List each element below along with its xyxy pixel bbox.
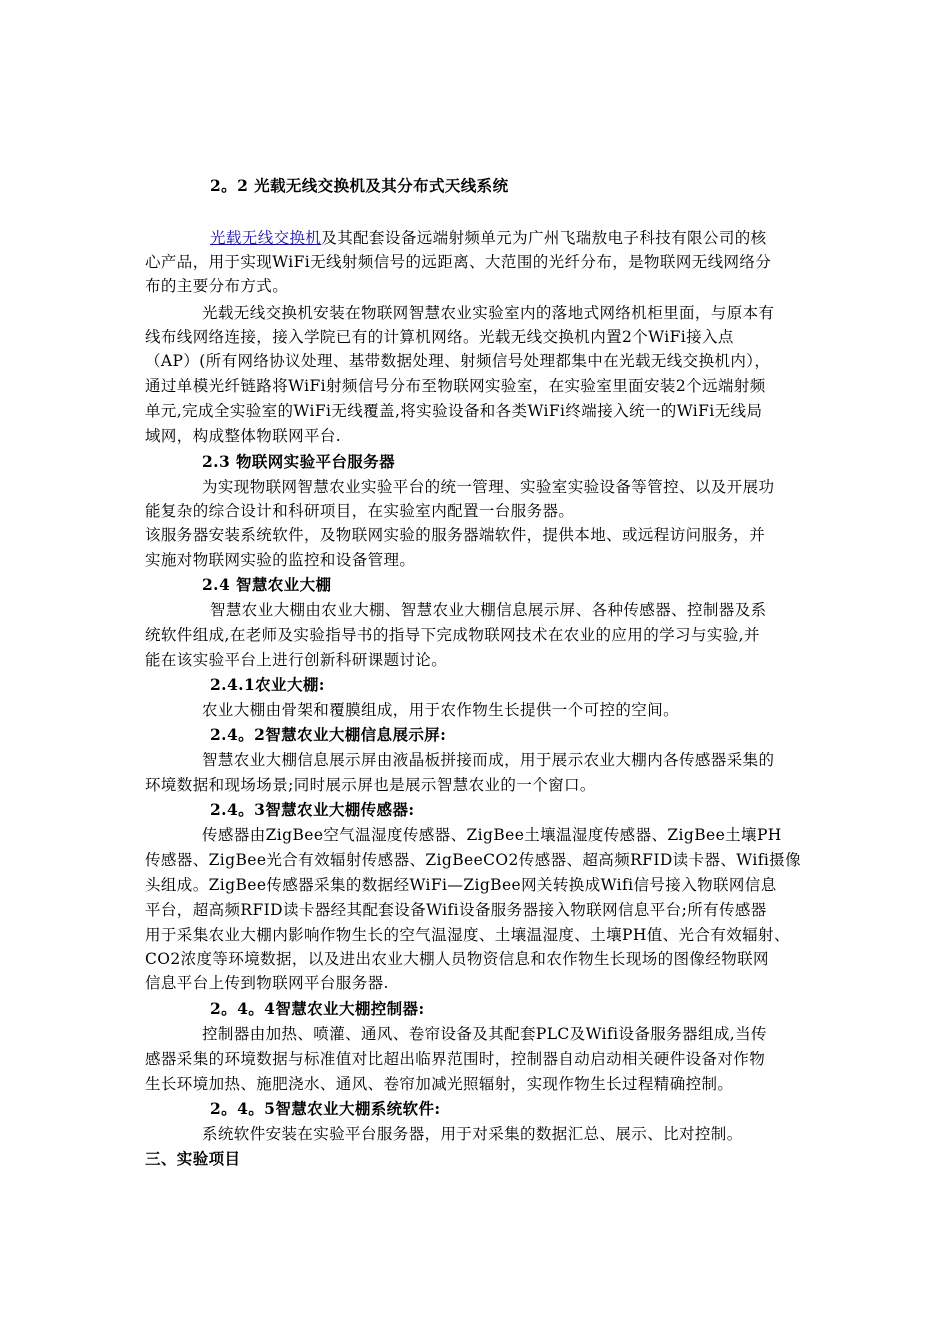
section-2-2-heading: 2。2 光载无线交换机及其分布式天线系统 xyxy=(210,176,509,195)
section-2-3-p1-line-1: 为实现物联网智慧农业实验平台的统一管理、实验室实验设备等管控、以及开展功 xyxy=(202,478,775,496)
section-2-4-5-line-1: 系统软件安装在实验平台服务器，用于对采集的数据汇总、展示、比对控制。 xyxy=(202,1125,743,1143)
section-2-4-3-line-4: 平台，超高频RFID读卡器经其配套设备Wifi设备服务器接入物联网信息平台;所有传感器 xyxy=(145,901,767,919)
section-2-4-3-line-3: 头组成。ZigBee传感器采集的数据经WiFi—ZigBee网关转换成Wifi信号接入物联网信息 xyxy=(145,876,777,894)
section-2-2-p2-line-4: 通过单模光纤链路将WiFi射频信号分布至物联网实验室，在实验室里面安装2个远端射频 xyxy=(145,377,766,395)
optical-wireless-switch-link[interactable]: 光载无线交换机 xyxy=(210,229,322,247)
section-2-4-4-line-2: 感器采集的环境数据与标准值对比超出临界范围时，控制器自动启动相关硬件设备对作物 xyxy=(145,1050,766,1068)
section-2-4-p1-line-3: 能在该实验平台上进行创新科研课题讨论。 xyxy=(145,651,448,669)
section-2-3-heading: 2.3 物联网实验平台服务器 xyxy=(202,452,395,471)
section-2-2-p2-line-1: 光载无线交换机安装在物联网智慧农业实验室内的落地式网络机柜里面，与原本有 xyxy=(202,304,775,322)
section-2-4-p1-line-1: 智慧农业大棚由农业大棚、智慧农业大棚信息展示屏、各种传感器、控制器及系 xyxy=(210,601,767,619)
section-2-4-heading: 2.4 智慧农业大棚 xyxy=(202,575,332,594)
section-2-3-p1-line-2: 能复杂的综合设计和科研项目，在实验室内配置一台服务器。 xyxy=(145,502,575,520)
section-2-2-p2-line-2: 线布线网络连接，接入学院已有的计算机网络。光载无线交换机内置2个WiFi接入点 xyxy=(145,328,734,346)
section-2-4-3-heading: 2.4。3智慧农业大棚传感器: xyxy=(210,800,415,819)
section-2-4-3-line-2: 传感器、ZigBee光合有效辐射传感器、ZigBeeCO2传感器、超高频RFID读卡器、Wifi摄像 xyxy=(145,851,801,869)
section-2-2-p1-line-1-text: 及其配套设备远端射频单元为广州飞瑞敖电子科技有限公司的核 xyxy=(321,229,767,247)
section-2-3-p2-line-1: 该服务器安装系统软件，及物联网实验的服务器端软件，提供本地、或远程访问服务，并 xyxy=(145,526,766,544)
section-2-2-p1-line-3: 布的主要分布方式。 xyxy=(145,277,289,295)
section-2-4-4-line-3: 生长环境加热、施肥浇水、通风、卷帘加减光照辐射，实现作物生长过程精确控制。 xyxy=(145,1075,734,1093)
section-2-4-p1-line-2: 统软件组成,在老师及实验指导书的指导下完成物联网技术在农业的应用的学习与实验,并 xyxy=(145,626,760,644)
section-2-3-p2-line-2: 实施对物联网实验的监控和设备管理。 xyxy=(145,551,416,569)
section-2-4-4-line-1: 控制器由加热、喷灌、通风、卷帘设备及其配套PLC及Wifi设备服务器组成,当传 xyxy=(202,1025,767,1043)
section-2-4-2-line-1: 智慧农业大棚信息展示屏由液晶板拼接而成，用于展示农业大棚内各传感器采集的 xyxy=(202,751,775,769)
section-2-2-p1-line-1 xyxy=(210,226,767,250)
section-2-2-p1-line-2: 心产品，用于实现WiFi无线射频信号的远距离、大范围的光纤分布，是物联网无线网络分 xyxy=(145,253,772,271)
section-2-4-3-line-7: 信息平台上传到物联网平台服务器. xyxy=(145,974,389,992)
section-2-4-3-line-1: 传感器由ZigBee空气温湿度传感器、ZigBee土壤温湿度传感器、ZigBee土壤PH xyxy=(202,826,782,844)
section-2-4-2-heading: 2.4。2智慧农业大棚信息展示屏: xyxy=(210,725,447,744)
section-2-4-3-line-6: CO2浓度等环境数据，以及进出农业大棚人员物资信息和农作物生长现场的图像经物联网 xyxy=(145,950,769,968)
section-2-2-p2-line-3: （AP）(所有网络协议处理、基带数据处理、射频信号处理都集中在光载无线交换机内）， xyxy=(145,352,771,370)
section-2-2-p2-line-5: 单元,完成全实验室的WiFi无线覆盖,将实验设备和各类WiFi终端接入统一的WiFi无线局 xyxy=(145,402,763,420)
section-3-heading: 三、实验项目 xyxy=(145,1149,241,1168)
section-2-4-4-heading: 2。4。4智慧农业大棚控制器: xyxy=(210,999,425,1018)
section-2-4-2-line-2: 环境数据和现场场景;同时展示屏也是展示智慧农业的一个窗口。 xyxy=(145,776,596,794)
section-2-4-3-line-5: 用于采集农业大棚内影响作物生长的空气温湿度、土壤温湿度、土壤PH值、光合有效辐射、 xyxy=(145,926,790,944)
section-2-4-5-heading: 2。4。5智慧农业大棚系统软件: xyxy=(210,1099,441,1118)
section-2-2-p2-line-6: 域网，构成整体物联网平台. xyxy=(145,427,342,445)
section-2-4-1-line-1: 农业大棚由骨架和覆膜组成，用于农作物生长提供一个可控的空间。 xyxy=(202,701,680,719)
section-2-4-1-heading: 2.4.1农业大棚: xyxy=(210,675,325,694)
